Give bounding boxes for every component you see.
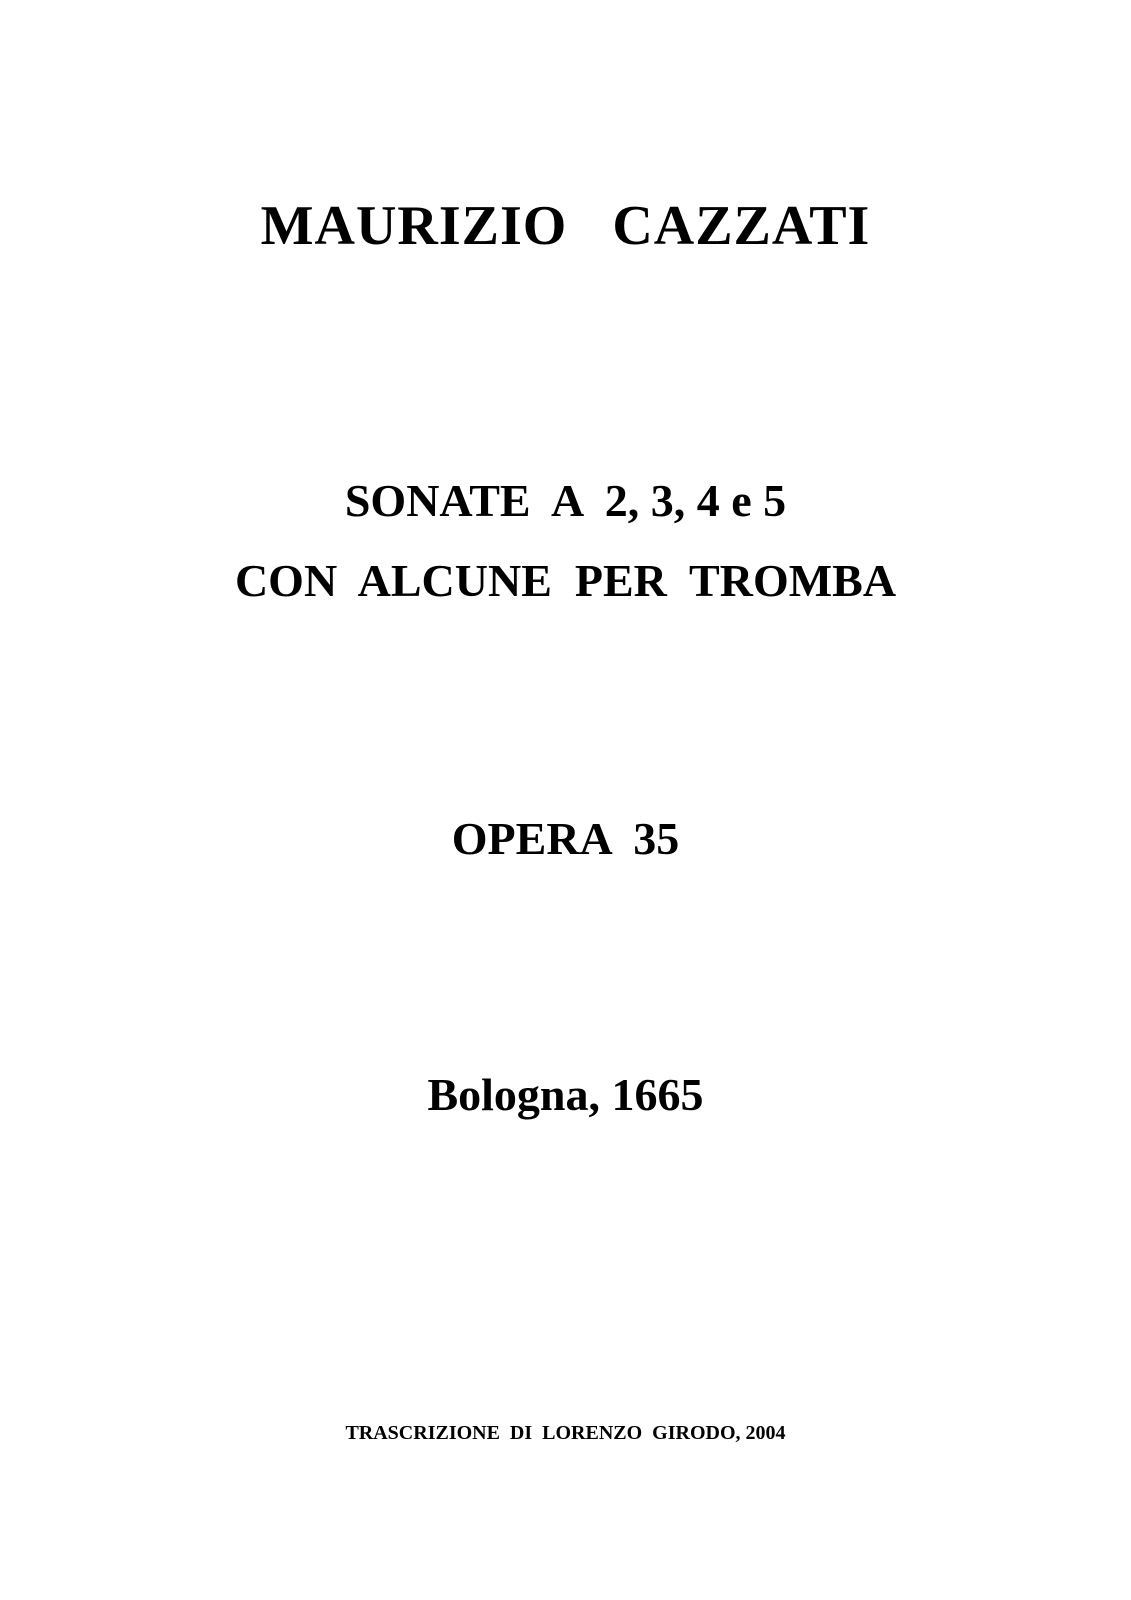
opus-number: OPERA 35 — [451, 813, 680, 864]
place-and-date: Bologna, 1665 — [427, 1069, 704, 1120]
transcription-credit: TRASCRIZIONE DI LORENZO GIRODO, 2004 — [345, 1422, 786, 1444]
work-title-line-1: SONATE A 2, 3, 4 e 5 — [344, 475, 787, 526]
work-title-line-2: CON ALCUNE PER TROMBA — [234, 555, 897, 606]
composer-name: MAURIZIO CAZZATI — [260, 195, 871, 257]
